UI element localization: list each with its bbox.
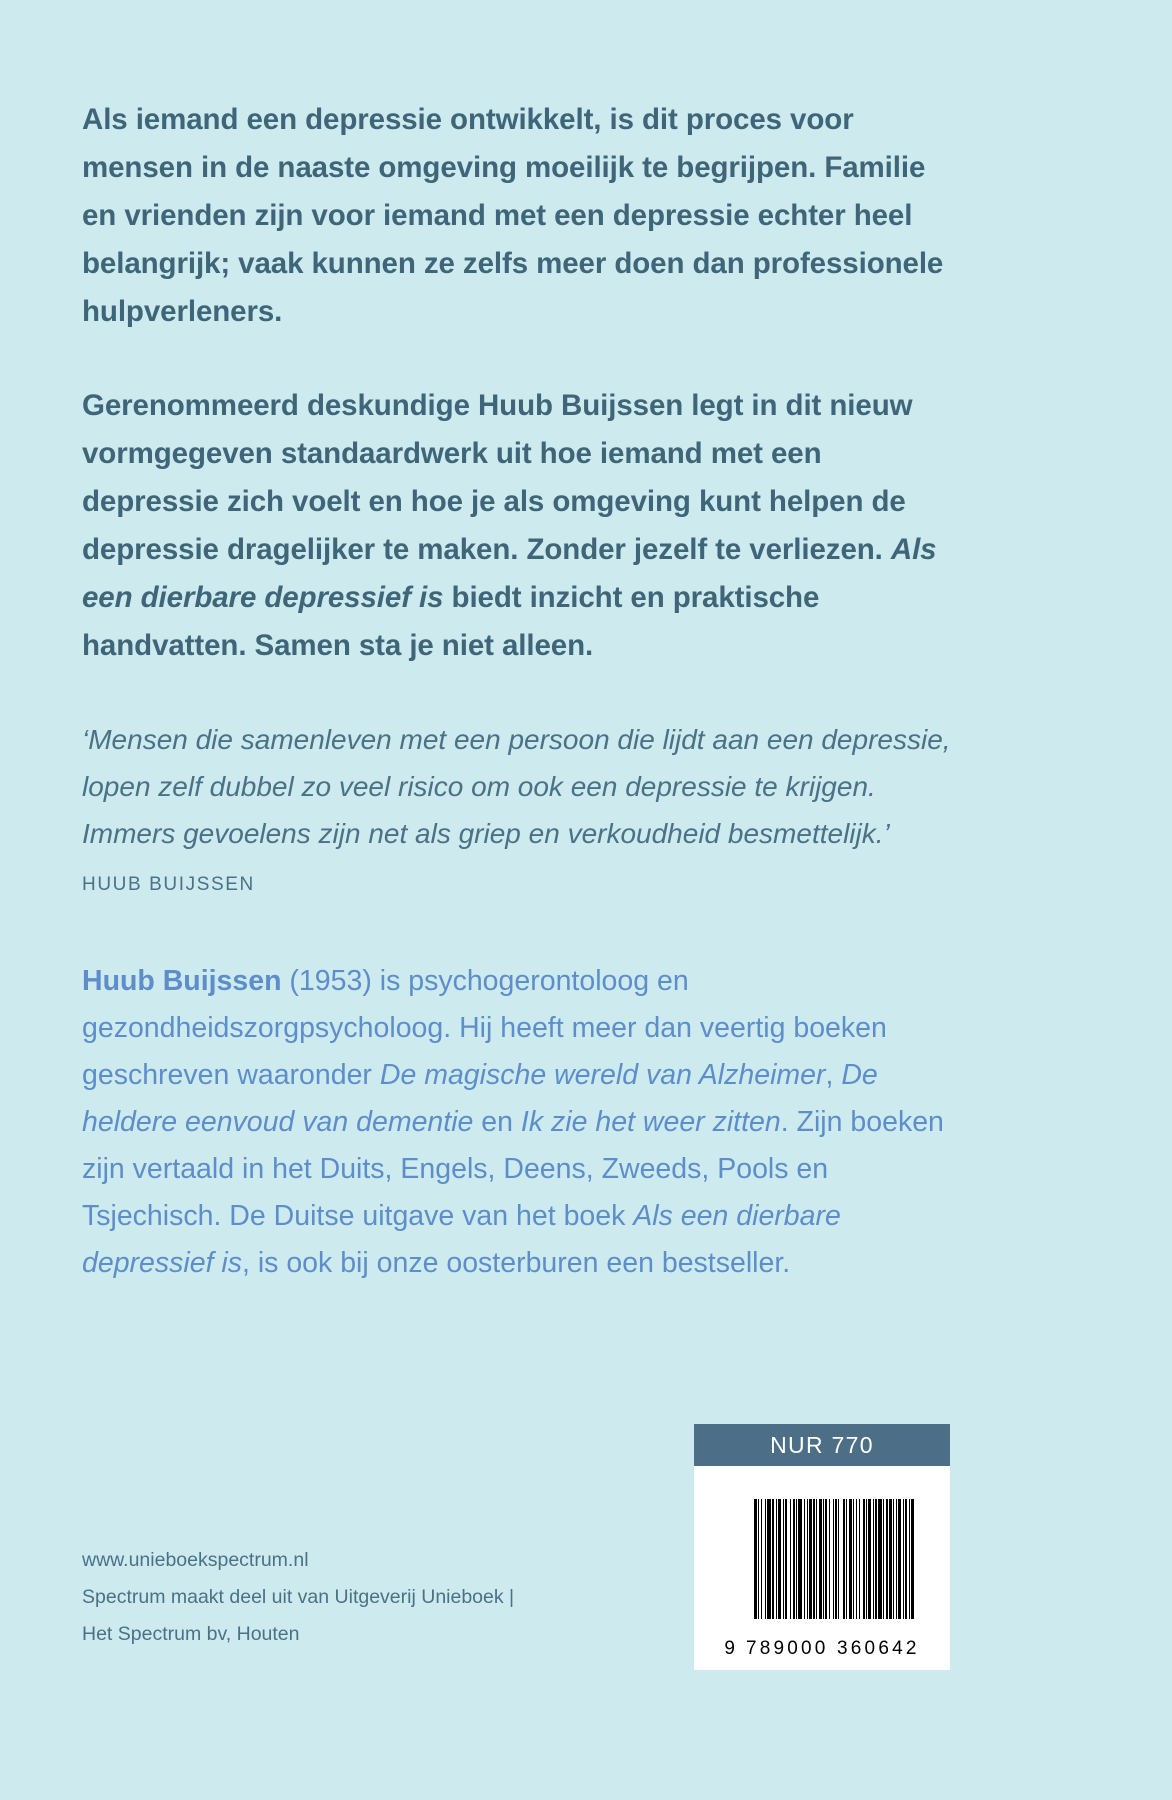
cover-content bbox=[82, 96, 962, 1287]
bio-segment-1: (1953) is psychogerontoloog en gezondheidszorgpsycholoog. Hij heeft meer dan veertig boeken geschreven waaronder bbox=[82, 965, 887, 1091]
bio-book-title-3: Ik zie het weer zitten bbox=[520, 1106, 781, 1138]
nur-label: NUR 770 bbox=[694, 1424, 950, 1466]
barcode-block bbox=[694, 1424, 950, 1670]
barcode-bars bbox=[730, 1499, 915, 1619]
bio-book-title-4: Als een dierbare depressief is bbox=[82, 1200, 841, 1279]
bio-segment-5: , is ook bij onze oosterburen een bestseller. bbox=[242, 1247, 791, 1279]
blurb-paragraph-1: Als iemand een depressie ontwikkelt, is dit proces voor mensen in de naaste omgeving moeilijk te begrijpen. Familie en vrienden zijn voor iemand met een depressie echter heel belangrijk; vaak kunnen ze zelfs meer doen dan professionele hulpverleners. bbox=[82, 103, 944, 328]
isbn-digits: 789000 360642 bbox=[745, 1638, 920, 1659]
bio-segment-2: , bbox=[825, 1059, 842, 1091]
author-bio bbox=[82, 958, 952, 1287]
author-name: Huub Buijssen bbox=[82, 965, 282, 997]
publisher-line-3: Het Spectrum bv, Houten bbox=[82, 1623, 300, 1645]
pull-quote bbox=[82, 716, 954, 908]
isbn-row bbox=[694, 1638, 950, 1660]
publisher-website[interactable]: www.unieboekspectrum.nl bbox=[82, 1549, 309, 1571]
publisher-imprint bbox=[82, 1542, 514, 1653]
bio-book-title-1: De magische wereld van Alzheimer bbox=[379, 1059, 826, 1091]
bio-book-title-2: De heldere eenvoud van dementie bbox=[82, 1059, 878, 1138]
bio-segment-4: . Zijn boeken zijn vertaald in het Duits, Engels, Deens, Zweeds, Pools en Tsjechisch. De Duitse uitgave van het boek bbox=[82, 1106, 944, 1232]
blurb-p2-text-a: Gerenommeerd deskundige Huub Buijssen legt in dit nieuw vormgegeven standaardwerk uit hoe iemand met een depressie zich voelt en hoe je als omgeving kunt helpen de depressie dragelijker te maken. Zonder jezelf te verliezen. bbox=[82, 389, 913, 566]
book-title-inline: Als een dierbare depressief is bbox=[82, 533, 937, 614]
publisher-line-2: Spectrum maakt deel uit van Uitgeverij Unieboek | bbox=[82, 1586, 515, 1608]
isbn-lead-digit: 9 bbox=[724, 1638, 735, 1659]
barcode-card bbox=[694, 1466, 950, 1670]
blurb-paragraph-2 bbox=[82, 382, 944, 670]
pull-quote-text: ‘Mensen die samenleven met een persoon die lijdt aan een depressie, lopen zelf dubbel zo veel risico om ook een depressie te krijgen. Immers gevoelens zijn net als griep en verkoudheid besmettelijk.’ bbox=[82, 724, 951, 849]
pull-quote-attribution: HUUB BUIJSSEN bbox=[82, 874, 255, 895]
bio-segment-3: en bbox=[473, 1106, 521, 1138]
blurb-p2-text-b: biedt inzicht en praktische handvatten. Samen sta je niet alleen. bbox=[82, 581, 820, 662]
